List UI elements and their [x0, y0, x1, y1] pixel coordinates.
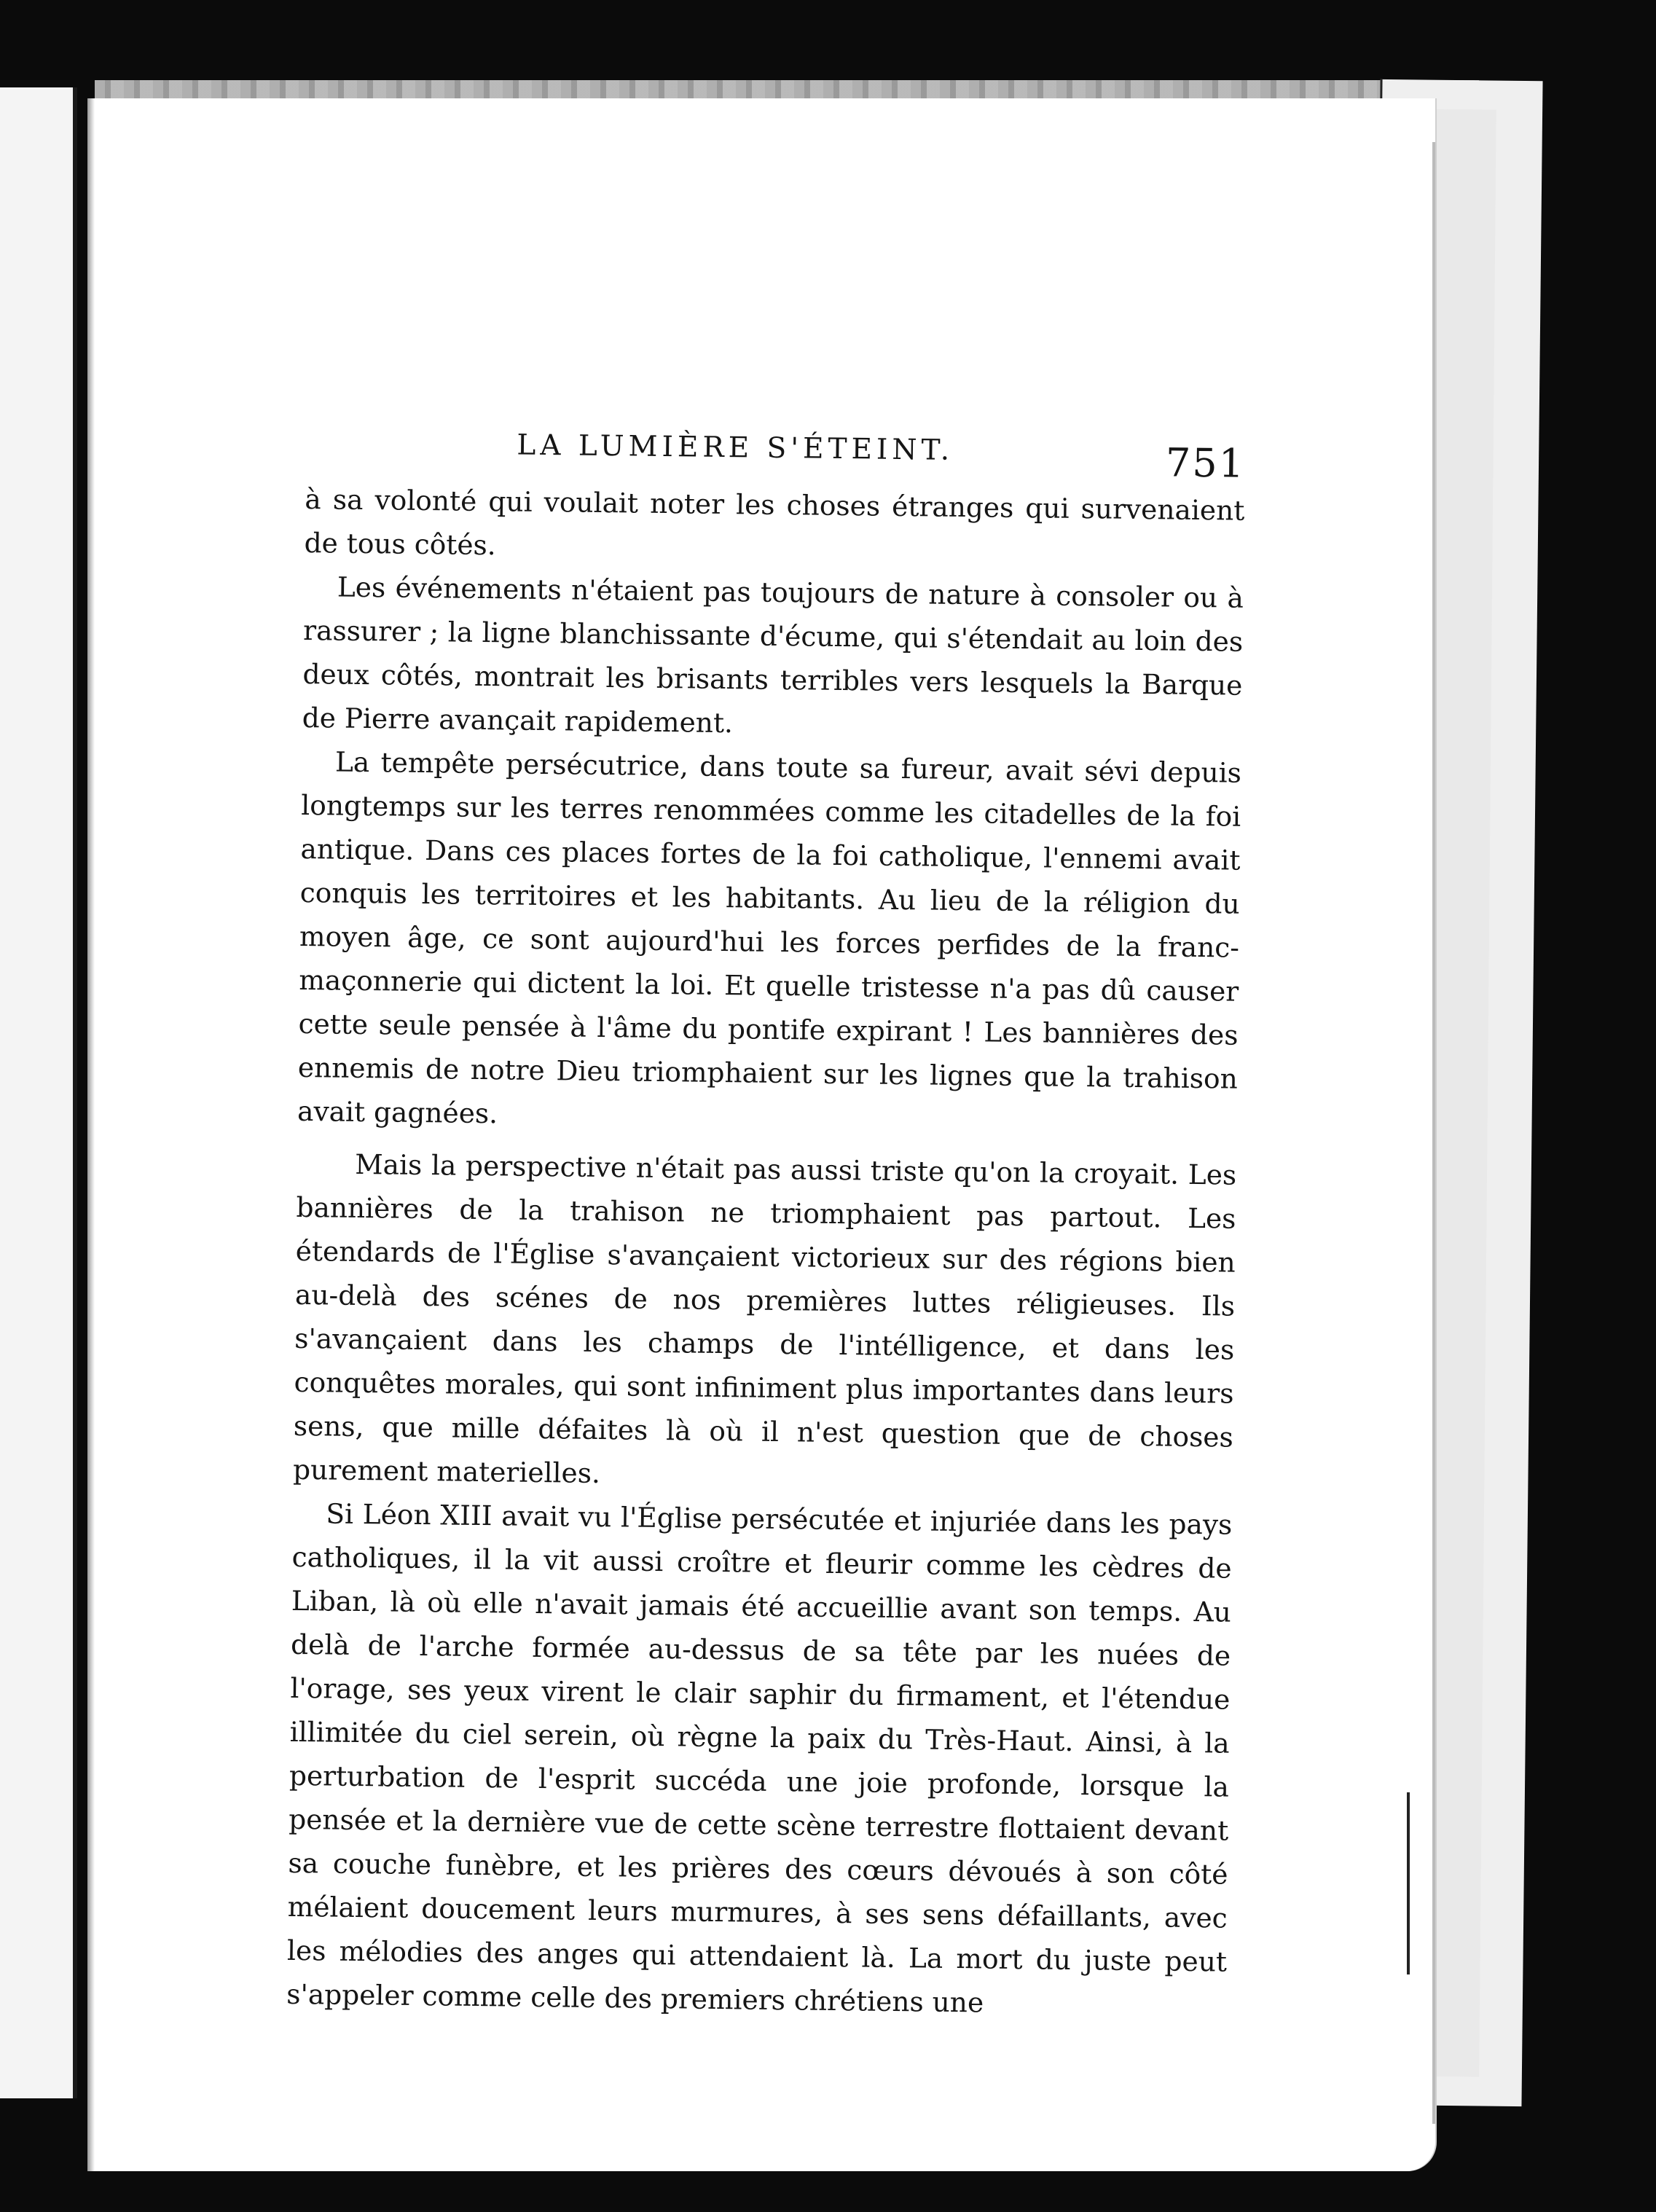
page-number: 751 [1165, 439, 1246, 487]
paragraph-3: La tempête persécutrice, dans toute sa fureur, avait sévi depuis longtemps sur les terres renommées comme les citadelles de la foi antique. Dans ces places fortes de la foi catholique, l'ennemi avait conquis les territoires et les habitants. Au lieu de la réligion du moyen âge, ce sont aujourd'hui les forces perfides de la franc-maçonnerie qui dictent la loi. Et quelle tristesse n'a pas dû causer cette seule pensée à l'âme du pontife expirant ! Les bannières des ennemis de notre Dieu triomphaient sur les lignes que la trahison avait gagnées. [297, 745, 1242, 1130]
paragraph-5: Si Léon XIII avait vu l'Église persécutée et injuriée dans les pays catholiques, il la vit aussi croître et fleurir comme les cèdres de Liban, là où elle n'avait jamais été accueillie avant son temps. Au delà de l'arche formée au-dessus de sa tête par les nuées de l'orage, ses yeux virent le clair saphir du firmament, et l'étendue illimitée du ciel serein, où règne la paix du Très-Haut. Ainsi, à la perturbation de l'esprit succéda une joie profonde, lorsque la pensée et la dernière vue de cette scène terrestre flottaient devant sa couche funèbre, et les prières des cœurs dévoués à son côté mélaient doucement leurs murmures, à ses sens défaillants, avec les mélodies des anges qui attendaient là. La mort du juste peut s'appeler comme celle des premiers chrétiens une [286, 1497, 1233, 2019]
page-gutter-shadow [87, 98, 95, 2171]
running-title: LA LUMIÈRE S'ÉTEINT. [517, 428, 954, 467]
body-text [286, 477, 1245, 2028]
previous-page-edge [0, 87, 77, 2098]
page-content [286, 404, 1246, 2028]
paragraph-1: à sa volonté qui voulait noter les choses étranges qui survenaient de tous côtés. [304, 482, 1245, 562]
book-page [87, 98, 1435, 2171]
paragraph-2: Les événements n'étaient pas toujours de nature à consoler ou à rassurer ; la ligne blanchissante d'écume, qui s'étendait au loin des deux côtés, montrait les brisants terribles vers lesquels la Barque de Pierre avançait rapidement. [302, 570, 1244, 740]
margin-mark [1407, 1792, 1410, 1974]
paragraph-4: Mais la perspective n'était pas aussi triste qu'on la croyait. Les bannières de la trahison ne triomphaient pas partout. Les étendards de l'Église s'avançaient victorieux sur des régions bien au-delà des scénes de nos premières luttes réligieuses. Ils s'avançaient dans les champs de l'intélligence, et dans les conquêtes morales, qui sont infiniment plus importantes dans leurs sens, que mille défaites là où il n'est question que de choses purement materielles. [292, 1148, 1237, 1490]
page-header [305, 404, 1246, 489]
page-fold-line [1432, 142, 1435, 2124]
